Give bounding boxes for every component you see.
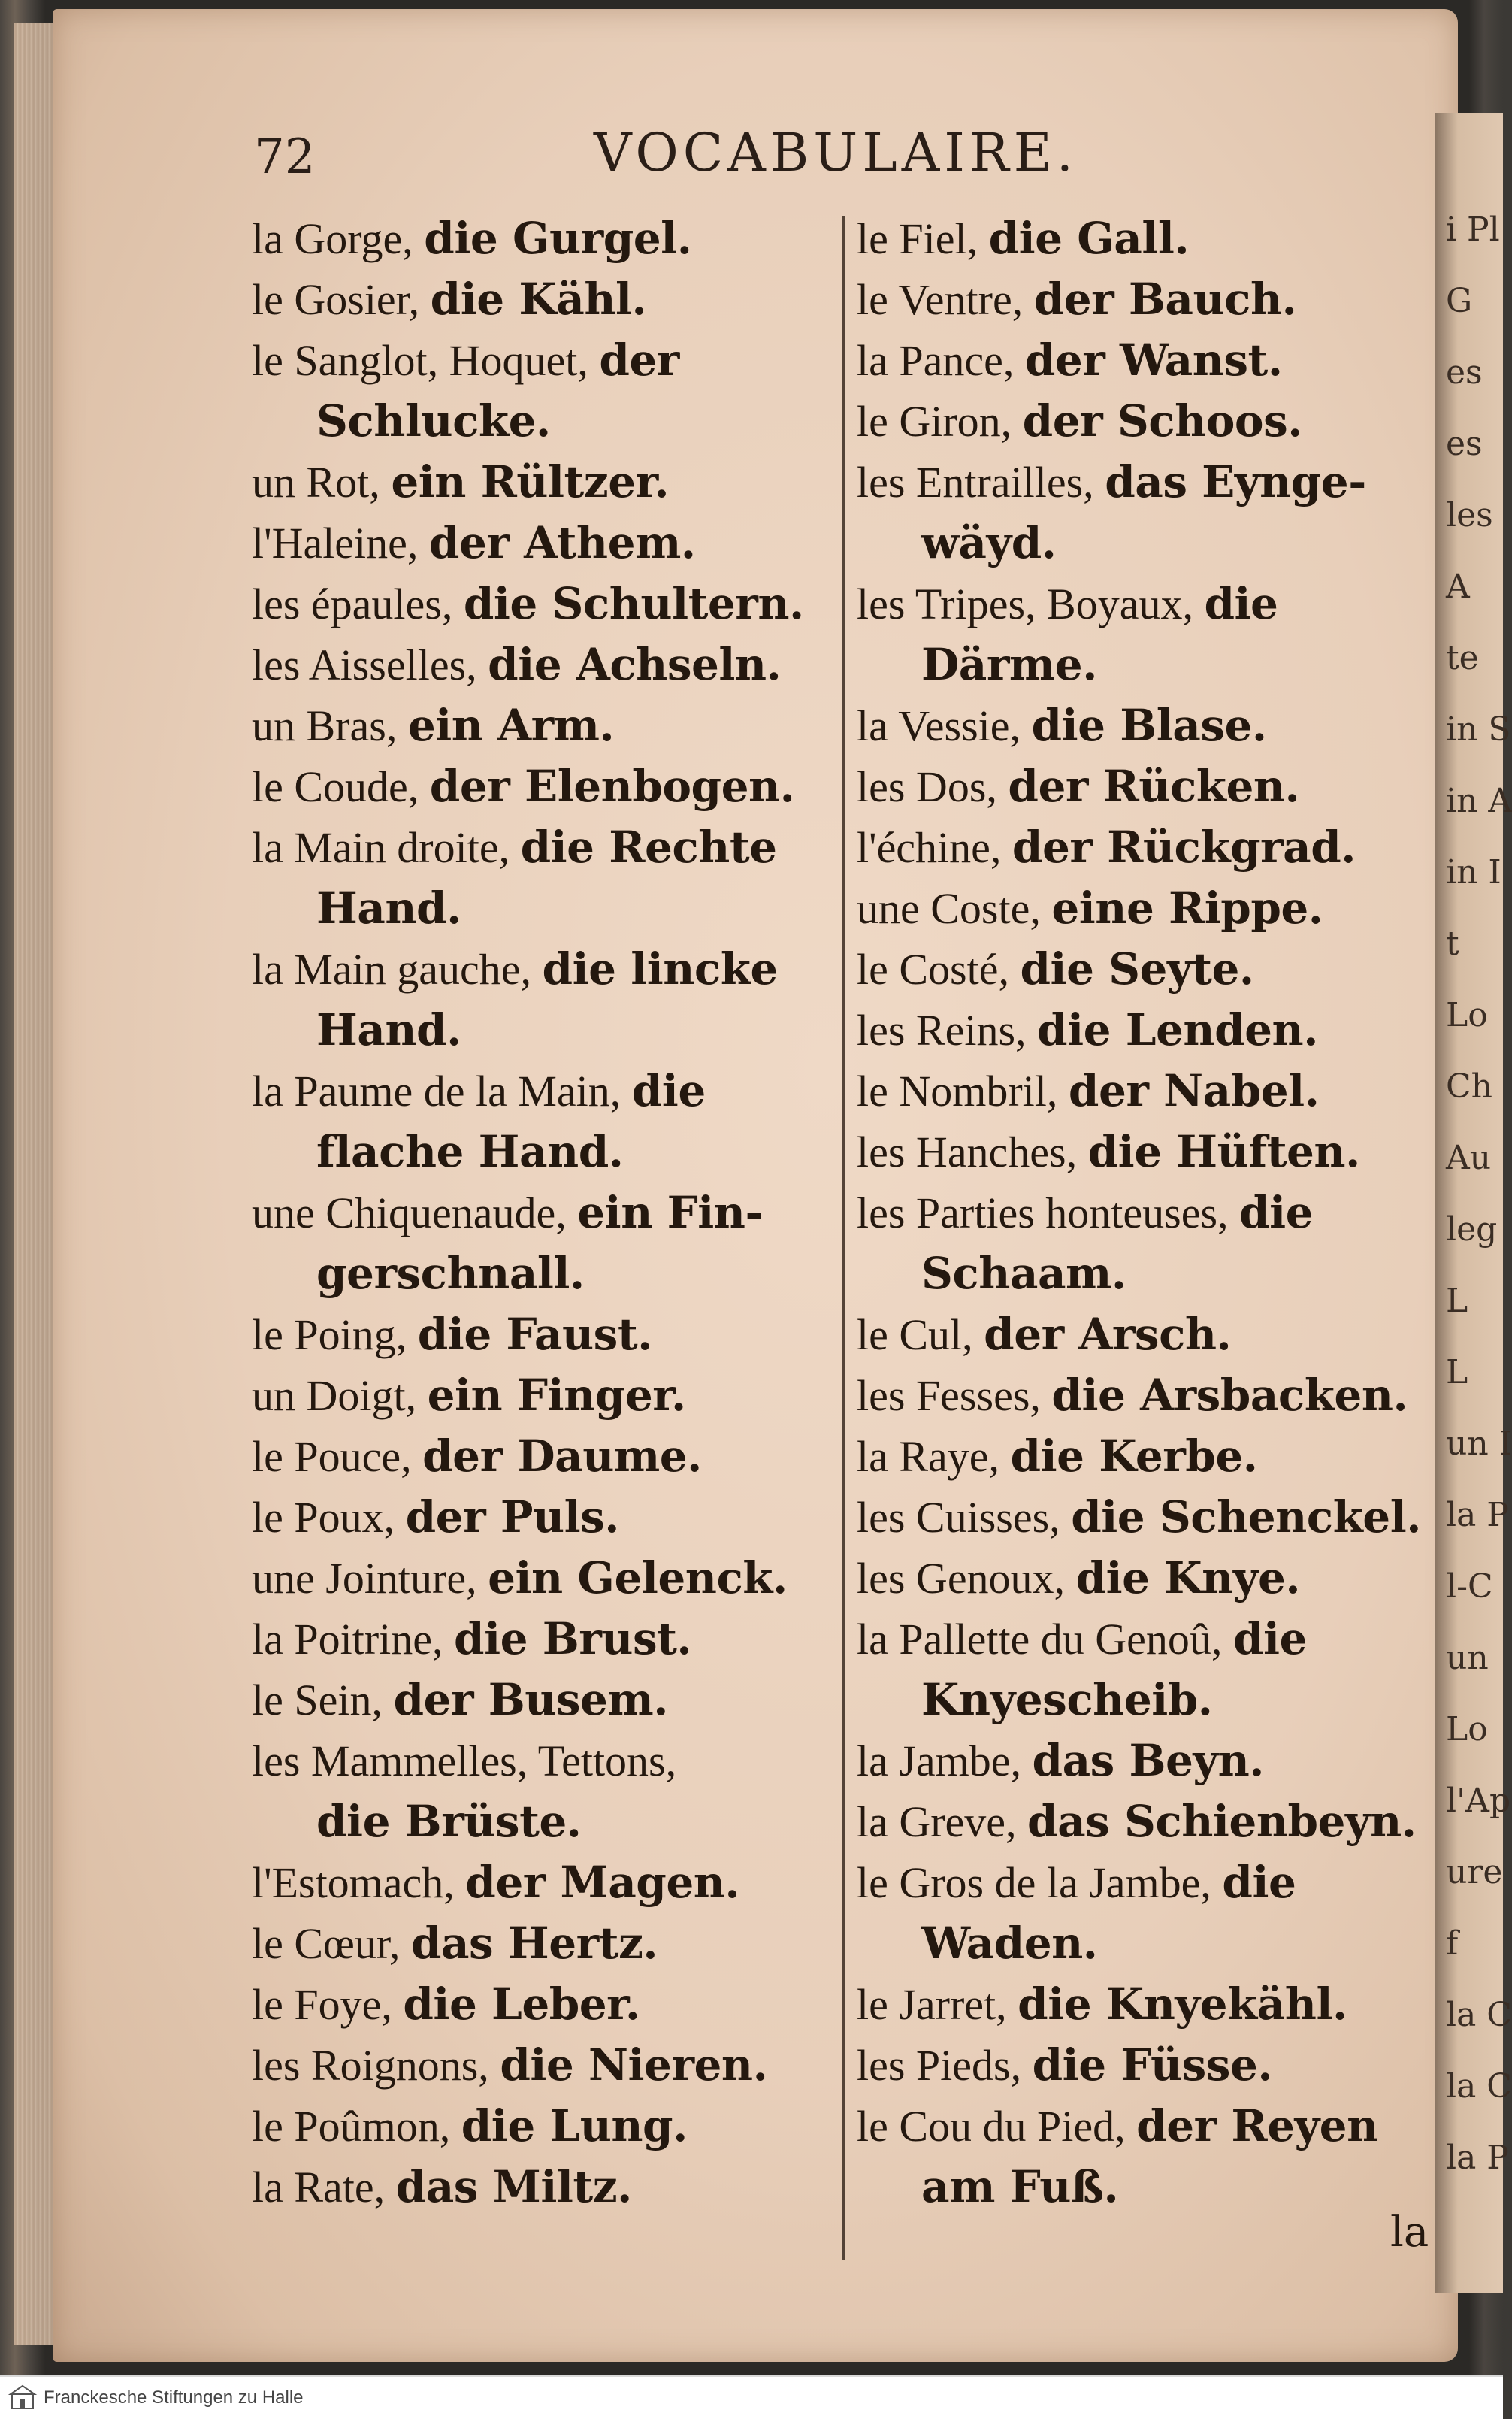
entry-line bbox=[857, 1365, 1443, 1426]
french-term: un Rot, bbox=[252, 458, 392, 507]
german-term: die Achseln. bbox=[488, 639, 782, 690]
french-term: le Poûmon, bbox=[252, 2102, 461, 2151]
entry-line bbox=[857, 1548, 1443, 1609]
german-term: wäyd. bbox=[921, 517, 1057, 568]
french-term: la Pallette du Genoû, bbox=[857, 1615, 1233, 1664]
bleed-fragment: te bbox=[1446, 639, 1479, 677]
german-term: die Arsbacken. bbox=[1051, 1370, 1408, 1421]
german-term: der Schoos. bbox=[1022, 395, 1302, 447]
french-term: les épaules, bbox=[252, 580, 464, 628]
bleed-fragment: Ch bbox=[1446, 1067, 1493, 1106]
entry-line bbox=[857, 513, 1443, 574]
entry-line bbox=[857, 2096, 1443, 2157]
bleed-fragment: A bbox=[1446, 568, 1470, 606]
entry-line bbox=[252, 1670, 830, 1730]
german-term: das Schienbeyn. bbox=[1027, 1796, 1417, 1847]
column-rule bbox=[842, 216, 845, 2260]
entry-line bbox=[252, 1852, 830, 1913]
german-term: die Lung. bbox=[461, 2100, 688, 2151]
french-term: les Genoux, bbox=[857, 1554, 1076, 1603]
french-term: la Gorge, bbox=[252, 214, 425, 263]
entry-line bbox=[252, 1487, 830, 1548]
entry-line bbox=[857, 695, 1443, 756]
bleed-fragment: la P bbox=[1446, 2139, 1509, 2177]
german-term: die Knyekähl. bbox=[1018, 1978, 1347, 2030]
entry-line bbox=[252, 1730, 830, 1791]
german-term: die Lenden. bbox=[1037, 1004, 1318, 1055]
german-term: die Kerbe. bbox=[1010, 1431, 1258, 1482]
entry-line bbox=[857, 1243, 1443, 1304]
bleed-fragment: Lo bbox=[1446, 1710, 1488, 1748]
bleed-fragment: t bbox=[1446, 925, 1459, 963]
french-term: le Gosier, bbox=[252, 275, 431, 324]
german-term: die Brust. bbox=[454, 1613, 692, 1664]
german-term: ein Rültzer. bbox=[391, 456, 670, 507]
german-term: die Nieren. bbox=[500, 2039, 768, 2091]
entry-line bbox=[252, 2157, 830, 2218]
german-term: die Schenckel. bbox=[1071, 1491, 1421, 1543]
bleed-fragment: l-C bbox=[1446, 1567, 1493, 1606]
french-term: le Jarret, bbox=[857, 1980, 1018, 2029]
french-term: le Costé, bbox=[857, 945, 1021, 994]
german-term: die bbox=[1222, 1857, 1296, 1908]
bleed-fragment: in I bbox=[1446, 853, 1501, 892]
german-term: die Leber. bbox=[403, 1978, 640, 2030]
german-term: die Knye. bbox=[1075, 1552, 1301, 1603]
entry-line bbox=[857, 817, 1443, 878]
entry-line bbox=[857, 2157, 1443, 2218]
entry-line bbox=[857, 1730, 1443, 1791]
entry-line bbox=[857, 878, 1443, 939]
german-term: der Daume. bbox=[422, 1431, 702, 1482]
french-term: les Aisselles, bbox=[252, 640, 488, 689]
french-term: le Poux, bbox=[252, 1493, 406, 1542]
german-term: der Elenbogen. bbox=[429, 761, 795, 812]
german-term: das Miltz. bbox=[395, 2161, 632, 2212]
entry-line bbox=[252, 1548, 830, 1609]
french-term: l'échine, bbox=[857, 823, 1012, 872]
bleed-fragment: f bbox=[1446, 1924, 1459, 1963]
entry-line bbox=[252, 2035, 830, 2096]
french-term: les Pieds, bbox=[857, 2041, 1033, 2090]
entry-line bbox=[857, 1304, 1443, 1365]
french-term: la Rate, bbox=[252, 2163, 396, 2212]
running-head: VOCABULAIRE. bbox=[594, 122, 1078, 183]
german-term: am Fuß. bbox=[921, 2161, 1119, 2212]
german-term: die Faust. bbox=[417, 1309, 652, 1360]
entry-line bbox=[252, 1182, 830, 1243]
entry-line bbox=[857, 1609, 1443, 1670]
french-term: le Cul, bbox=[857, 1310, 984, 1359]
entry-line bbox=[857, 1487, 1443, 1548]
entry-line bbox=[857, 1000, 1443, 1061]
german-term: die Rechte bbox=[520, 822, 777, 873]
entry-line bbox=[252, 1304, 830, 1365]
french-term: une Coste, bbox=[857, 884, 1052, 933]
french-term: une Chiquenaude, bbox=[252, 1188, 578, 1237]
french-term: un Doigt, bbox=[252, 1371, 428, 1420]
french-term: le Cœur, bbox=[252, 1919, 411, 1968]
french-term: les Cuisses, bbox=[857, 1493, 1072, 1542]
french-term: la Vessie, bbox=[857, 701, 1032, 750]
german-term: der Puls. bbox=[405, 1491, 619, 1543]
entry-line bbox=[857, 330, 1443, 391]
french-term: la Pance, bbox=[857, 336, 1025, 385]
german-term: gerschnall. bbox=[316, 1248, 585, 1299]
french-term: les Parties honteuses, bbox=[857, 1188, 1240, 1237]
institution-logo-icon bbox=[8, 2383, 38, 2413]
german-term: Hand. bbox=[316, 1004, 461, 1055]
entry-line bbox=[252, 1426, 830, 1487]
entry-line bbox=[252, 2096, 830, 2157]
bleed-fragment: la P bbox=[1446, 1496, 1509, 1534]
german-term: das Hertz. bbox=[410, 1918, 658, 1969]
french-term: une Jointure, bbox=[252, 1554, 488, 1603]
entry-line bbox=[252, 513, 830, 574]
german-term: das Beyn. bbox=[1032, 1735, 1264, 1786]
german-term: eine Rippe. bbox=[1051, 883, 1323, 934]
entry-line bbox=[252, 208, 830, 269]
bleed-fragment: es bbox=[1446, 353, 1483, 392]
entry-line bbox=[857, 756, 1443, 817]
german-term: der Bauch. bbox=[1033, 274, 1297, 325]
entry-line bbox=[857, 634, 1443, 695]
german-term: der Rückgrad. bbox=[1012, 822, 1356, 873]
bleed-fragment: L bbox=[1446, 1353, 1468, 1391]
entry-line bbox=[252, 1609, 830, 1670]
french-term: la Main gauche, bbox=[252, 945, 543, 994]
german-term: Waden. bbox=[921, 1918, 1098, 1969]
entry-line bbox=[857, 1122, 1443, 1182]
entry-line bbox=[252, 1974, 830, 2035]
bleed-fragment: in A bbox=[1446, 782, 1512, 820]
french-term: l'Haleine, bbox=[252, 519, 429, 568]
entry-line bbox=[857, 269, 1443, 330]
entry-line bbox=[252, 1000, 830, 1061]
entry-line bbox=[252, 1122, 830, 1182]
french-term: la Jambe, bbox=[857, 1736, 1033, 1785]
french-term: le Sanglot, Hoquet, bbox=[252, 336, 600, 385]
german-term: flache Hand. bbox=[316, 1126, 624, 1177]
german-term: der Busem. bbox=[393, 1674, 668, 1725]
german-term: das Eynge- bbox=[1105, 456, 1366, 507]
entry-line bbox=[857, 1913, 1443, 1974]
german-term: ein Gelenck. bbox=[488, 1552, 788, 1603]
french-term: les Tripes, Boyaux, bbox=[857, 580, 1205, 628]
german-term: die Brüste. bbox=[316, 1796, 582, 1847]
entry-line bbox=[857, 1852, 1443, 1913]
french-term: le Coude, bbox=[252, 762, 430, 811]
entry-line bbox=[857, 452, 1443, 513]
entry-line bbox=[857, 1791, 1443, 1852]
german-term: ein Fin- bbox=[577, 1187, 764, 1238]
entry-line bbox=[857, 574, 1443, 634]
german-term: die bbox=[1232, 1613, 1307, 1664]
german-term: die Schultern. bbox=[463, 578, 804, 629]
footer-bar bbox=[0, 2375, 1503, 2419]
german-term: die bbox=[1204, 578, 1278, 629]
entry-line bbox=[857, 208, 1443, 269]
bleed-fragment: Lo bbox=[1446, 996, 1488, 1034]
entry-line bbox=[252, 634, 830, 695]
french-term: la Greve, bbox=[857, 1797, 1028, 1846]
bleed-fragment: un I bbox=[1446, 1424, 1512, 1463]
left-column bbox=[252, 208, 830, 2218]
french-term: un Bras, bbox=[252, 701, 408, 750]
german-term: die bbox=[631, 1065, 706, 1116]
french-term: les Dos, bbox=[857, 762, 1009, 811]
french-term: les Mammelles, Tettons, bbox=[252, 1736, 677, 1785]
bleed-fragment: la C bbox=[1446, 2067, 1512, 2106]
german-term: der Arsch. bbox=[984, 1309, 1232, 1360]
german-term: die bbox=[1239, 1187, 1314, 1238]
german-term: die Gall. bbox=[988, 213, 1190, 264]
french-term: l'Estomach, bbox=[252, 1858, 466, 1907]
entry-line bbox=[857, 1974, 1443, 2035]
french-term: la Paume de la Main, bbox=[252, 1067, 632, 1116]
german-term: die Füsse. bbox=[1032, 2039, 1273, 2091]
french-term: le Sein, bbox=[252, 1676, 394, 1724]
french-term: le Fiel, bbox=[857, 214, 989, 263]
french-term: les Entrailles, bbox=[857, 458, 1105, 507]
german-term: Därme. bbox=[921, 639, 1097, 690]
entry-line bbox=[252, 391, 830, 452]
entry-line bbox=[252, 269, 830, 330]
next-page-bleed bbox=[1435, 113, 1512, 2293]
entry-line bbox=[857, 1182, 1443, 1243]
french-term: le Cou du Pied, bbox=[857, 2102, 1137, 2151]
entry-line bbox=[252, 452, 830, 513]
french-term: les Reins, bbox=[857, 1006, 1038, 1055]
german-term: der bbox=[599, 335, 679, 386]
german-term: Schaam. bbox=[921, 1248, 1126, 1299]
bleed-fragment: L bbox=[1446, 1282, 1468, 1320]
entry-line bbox=[252, 756, 830, 817]
entry-line bbox=[857, 1426, 1443, 1487]
entry-line bbox=[252, 1243, 830, 1304]
german-term: die Hüften. bbox=[1087, 1126, 1360, 1177]
entry-line bbox=[857, 1670, 1443, 1730]
catchword: la bbox=[1390, 2208, 1429, 2257]
bleed-fragment: l'Ap bbox=[1446, 1782, 1511, 1820]
entry-line bbox=[857, 391, 1443, 452]
german-term: der Reyen bbox=[1136, 2100, 1378, 2151]
right-column bbox=[857, 208, 1443, 2218]
page-number: 72 bbox=[254, 129, 316, 185]
footer-institution: Franckesche Stiftungen zu Halle bbox=[44, 2387, 304, 2408]
german-term: Knyescheib. bbox=[921, 1674, 1213, 1725]
german-term: die Gurgel. bbox=[424, 213, 692, 264]
entry-line bbox=[857, 1061, 1443, 1122]
bleed-fragment: la C bbox=[1446, 1996, 1512, 2034]
french-term: le Gros de la Jambe, bbox=[857, 1858, 1223, 1907]
entry-line bbox=[252, 817, 830, 878]
french-term: les Roignons, bbox=[252, 2041, 500, 2090]
german-term: die Kähl. bbox=[430, 274, 647, 325]
german-term: ein Arm. bbox=[407, 700, 615, 751]
entry-line bbox=[252, 695, 830, 756]
german-term: der Wanst. bbox=[1024, 335, 1283, 386]
french-term: la Main droite, bbox=[252, 823, 521, 872]
entry-line bbox=[252, 1061, 830, 1122]
bleed-fragment: ure bbox=[1446, 1853, 1503, 1891]
bleed-fragment: G bbox=[1446, 282, 1473, 320]
bleed-fragment: Au bbox=[1446, 1139, 1492, 1177]
german-term: der Nabel. bbox=[1068, 1065, 1320, 1116]
french-term: le Nombril, bbox=[857, 1067, 1069, 1116]
entry-line bbox=[252, 330, 830, 391]
german-term: der Rücken. bbox=[1008, 761, 1300, 812]
german-term: Schlucke. bbox=[316, 395, 551, 447]
german-term: Hand. bbox=[316, 883, 461, 934]
french-term: les Fesses, bbox=[857, 1371, 1052, 1420]
entry-line bbox=[857, 2035, 1443, 2096]
french-term: la Raye, bbox=[857, 1432, 1011, 1481]
entry-line bbox=[252, 574, 830, 634]
french-term: les Hanches, bbox=[857, 1128, 1088, 1176]
german-term: ein Finger. bbox=[427, 1370, 686, 1421]
french-term: le Pouce, bbox=[252, 1432, 423, 1481]
bleed-fragment: leg bbox=[1446, 1210, 1498, 1249]
bleed-fragment: in S bbox=[1446, 710, 1511, 749]
german-term: die lincke bbox=[542, 943, 778, 995]
german-term: der Magen. bbox=[465, 1857, 740, 1908]
french-term: le Foye, bbox=[252, 1980, 404, 2029]
entry-line bbox=[252, 878, 830, 939]
bleed-fragment: i Pl bbox=[1446, 210, 1500, 249]
entry-line bbox=[252, 1913, 830, 1974]
german-term: der Athem. bbox=[428, 517, 696, 568]
german-term: die Blase. bbox=[1031, 700, 1267, 751]
entry-line bbox=[252, 939, 830, 1000]
bleed-fragment: un bbox=[1446, 1639, 1489, 1677]
bleed-fragment: es bbox=[1446, 425, 1483, 463]
french-term: le Giron, bbox=[857, 397, 1023, 446]
french-term: le Ventre, bbox=[857, 275, 1034, 324]
book-page bbox=[53, 9, 1458, 2362]
bleed-fragment: les bbox=[1446, 496, 1493, 534]
entry-line bbox=[857, 939, 1443, 1000]
entry-line bbox=[252, 1365, 830, 1426]
french-term: le Poing, bbox=[252, 1310, 418, 1359]
french-term: la Poitrine, bbox=[252, 1615, 455, 1664]
entry-line bbox=[252, 1791, 830, 1852]
german-term: die Seyte. bbox=[1020, 943, 1254, 995]
